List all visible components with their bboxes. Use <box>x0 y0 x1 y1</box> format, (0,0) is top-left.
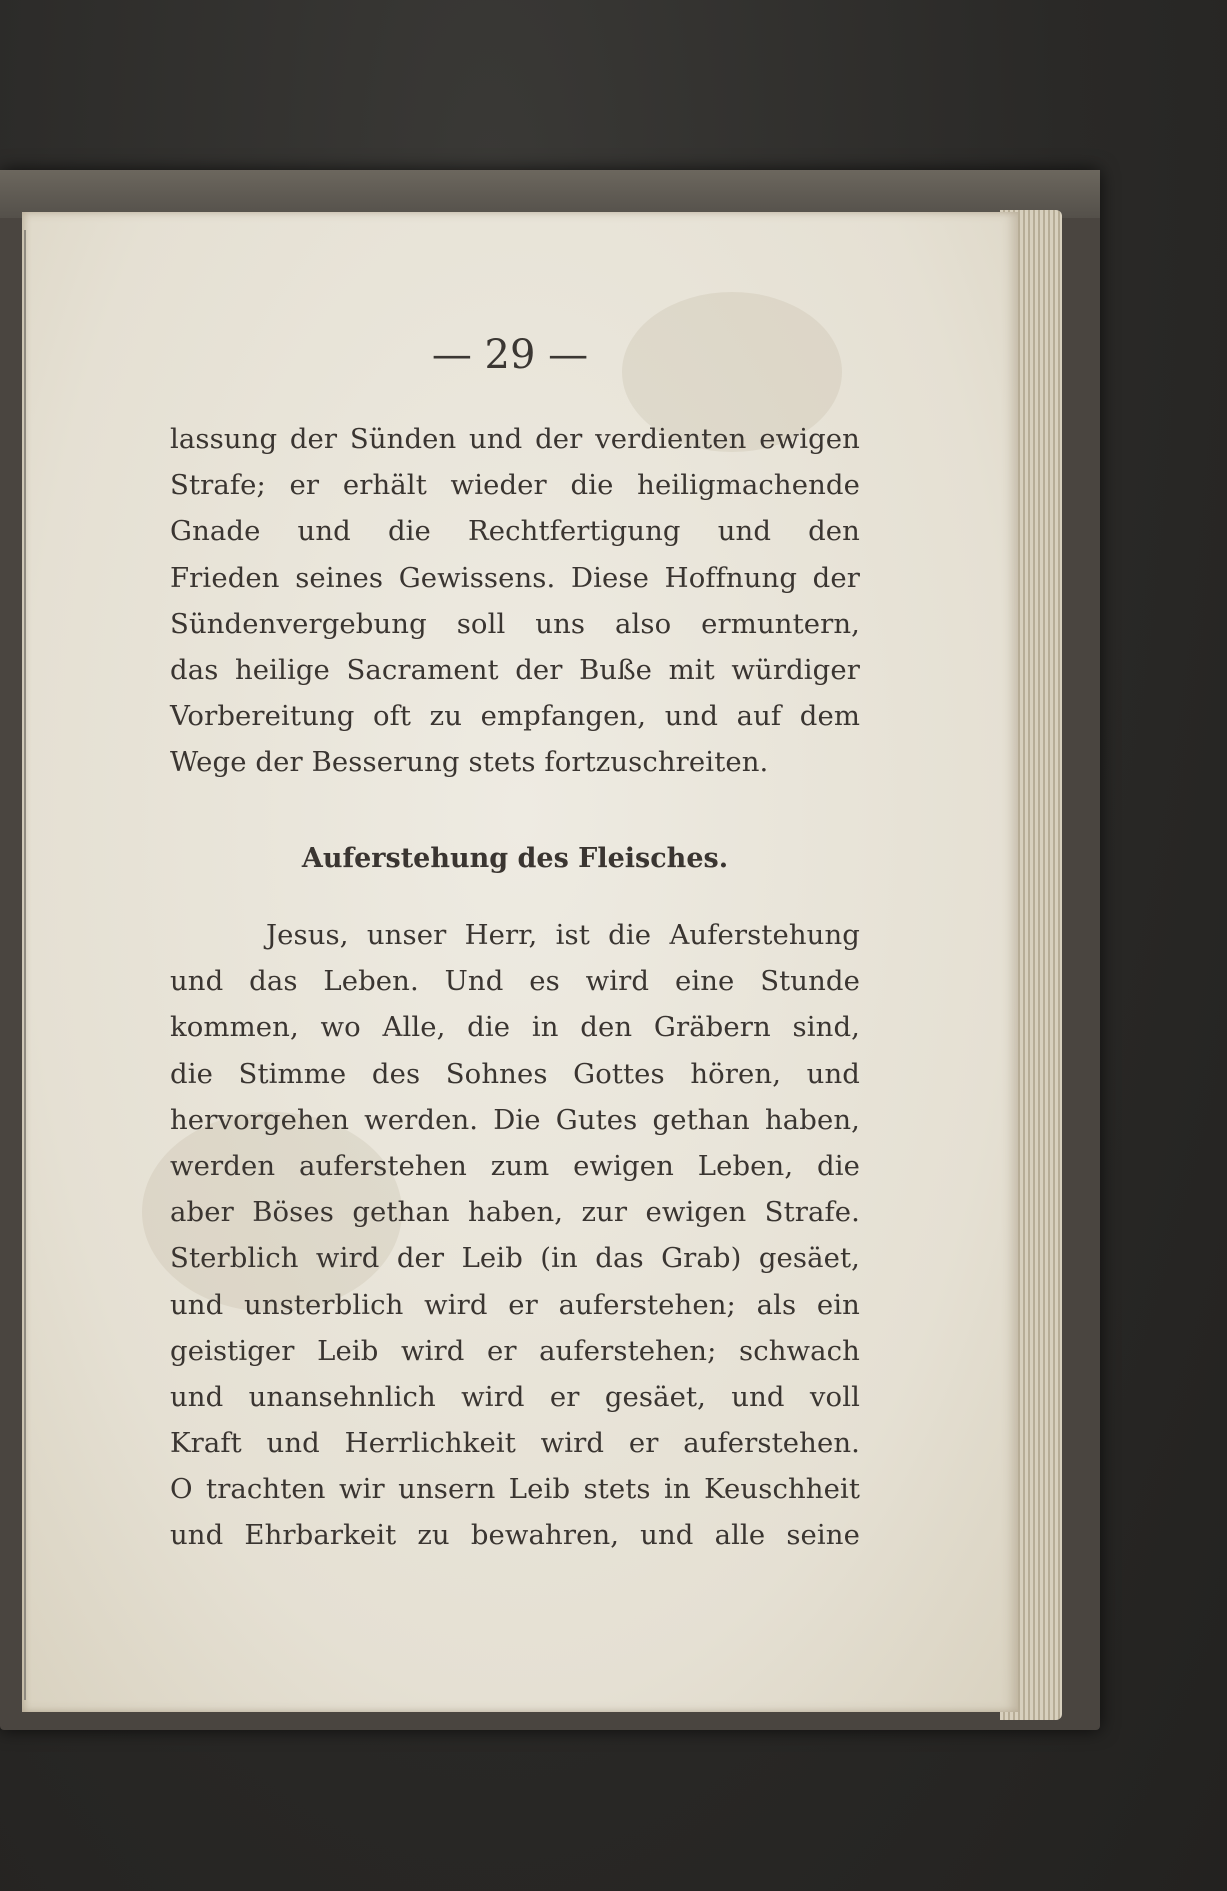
text-line: Jesus, unser Herr, ist die Auferstehung <box>266 919 860 951</box>
text-line: das heilige Sacrament der Buße mit würdiger <box>170 653 860 686</box>
text-line: hervorgehen werden. Die Gutes gethan haben, <box>170 1103 860 1136</box>
text-line: Kraft und Herrlichkeit wird er auferstehen. <box>170 1427 860 1460</box>
section-heading: Auferstehung des Fleisches. <box>301 843 729 874</box>
text-line: werden auferstehen zum ewigen Leben, die <box>170 1149 860 1182</box>
book-cover-top-edge <box>0 170 1100 218</box>
text-line: Wege der Besserung stets fortzuschreiten. <box>170 746 769 779</box>
text-line: Strafe; er erhält wieder die heiligmachende <box>170 469 860 502</box>
text-line: und unansehnlich wird er gesäet, und voll <box>170 1380 860 1413</box>
text-line: O trachten wir unsern Leib stets in Keuschheit <box>170 1473 860 1506</box>
text-line: und Ehrbarkeit zu bewahren, und alle seine <box>170 1519 860 1552</box>
text-line: Sterblich wird der Leib (in das Grab) gesäet, <box>170 1242 860 1275</box>
paragraph-2 <box>170 912 860 1559</box>
text-line: Gnade und die Rechtfertigung und den <box>170 515 860 548</box>
text-line: aber Böses gethan haben, zur ewigen Strafe. <box>170 1196 860 1229</box>
text-line: geistiger Leib wird er auferstehen; schwach <box>170 1334 860 1367</box>
text-line: Frieden seines Gewissens. Diese Hoffnung der <box>170 561 860 594</box>
page-number: — 29 — <box>431 332 589 378</box>
text-line: und das Leben. Und es wird eine Stunde <box>170 965 860 998</box>
text-line: lassung der Sünden und der verdienten ewigen <box>170 423 860 455</box>
text-line: Vorbereitung oft zu empfangen, und auf dem <box>170 700 860 733</box>
text-line: die Stimme des Sohnes Gottes hören, und <box>170 1057 860 1090</box>
text-line: kommen, wo Alle, die in den Gräbern sind, <box>170 1011 860 1044</box>
paragraph-1 <box>170 416 860 786</box>
text-line: Sündenvergebung soll uns also ermuntern, <box>170 607 860 640</box>
text-line: und unsterblich wird er auferstehen; als ein <box>170 1288 860 1321</box>
gutter-line <box>24 230 26 1700</box>
